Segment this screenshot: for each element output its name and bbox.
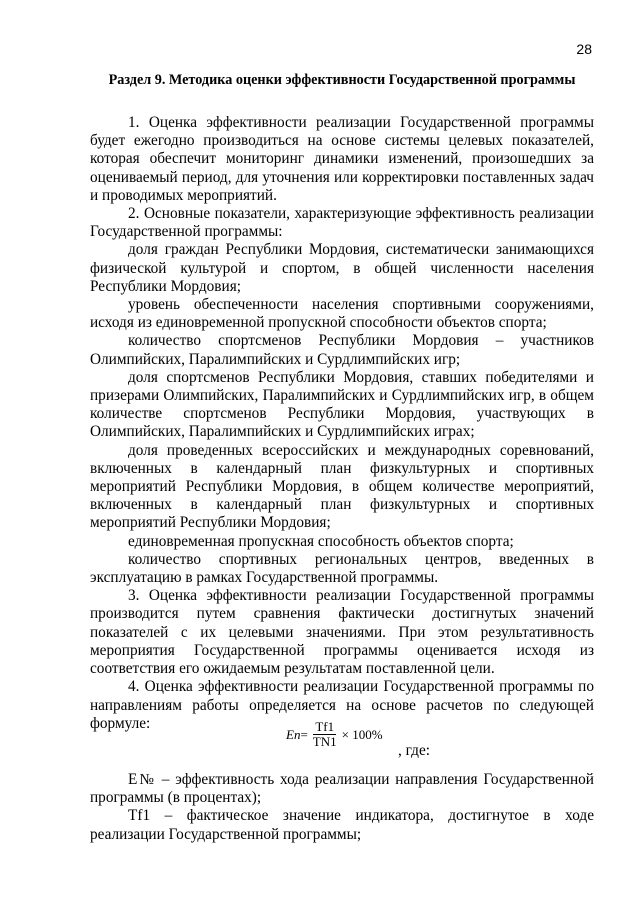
formula-expression xyxy=(286,720,383,749)
formula-fraction xyxy=(311,720,339,749)
formula-multiplier: × 100% xyxy=(341,726,383,742)
formula xyxy=(90,718,594,766)
page-number: 28 xyxy=(576,41,592,57)
formula-suffix: , где: xyxy=(398,742,430,759)
paragraph: доля проведенных всероссийских и международных соревнований, включенных в календарный план физкультурных и спортивных мероприятий Республики Мордовия, в общем количестве мероприятий, включенных в календарный план физкультурных и спортивных мероприятий Республики Мордовия; xyxy=(90,441,594,532)
paragraph: 4. Оценка эффективности реализации Государственной программы по направлениям работы определяется на основе расчетов по следующей формуле: xyxy=(90,678,594,732)
paragraph: 3. Оценка эффективности реализации Государственной программы производится путем сравнения фактически достигнутых значений показателей с их целевыми значениями. При этом результативность мероприятия Государственной программы оценивается исходя из соответствия его ожидаемым результатам поставленной цели. xyxy=(90,587,594,678)
section-title: Раздел 9. Методика оценки эффективности Государственной программы xyxy=(108,72,576,88)
paragraph: доля спортсменов Республики Мордовия, ставших победителями и призерами Олимпийских, Паралимпийских и Сурдлимпийских игр, в общем количестве спортсменов Республики Мордовия, участвующих в Олимпийских, Паралимпийских и Сурдлимпийских играх; xyxy=(90,368,594,441)
formula-numerator: Tf1 xyxy=(315,719,335,734)
definition: E№ – эффективность хода реализации направления Государственной программы (в процентах); xyxy=(90,771,594,807)
paragraph: доля граждан Республики Мордовия, систематически занимающихся физической культурой и спортом, в общей численности населения Республики Мордовия; xyxy=(90,241,594,295)
paragraph: 1. Оценка эффективности реализации Государственной программы будет ежегодно производиться на основе системы целевых показателей, которая обеспечит мониторинг динамики изменений, произошедших за оцениваемый период, для уточнения или корректировки поставленных задач и проводимых мероприятий. xyxy=(90,114,594,204)
paragraph: количество спортивных региональных центров, введенных в эксплуатацию в рамках Государственной программы. xyxy=(90,550,594,587)
paragraph: количество спортсменов Республики Мордовия – участников Олимпийских, Паралимпийских и Сурдлимпийских игр; xyxy=(90,332,594,368)
formula-equals: = xyxy=(300,726,308,742)
definition: Tf1 – фактическое значение индикатора, достигнутое в ходе реализации Государственной программы; xyxy=(90,807,594,843)
paragraph: единовременная пропускная способность объектов спорта; xyxy=(128,532,514,550)
formula-denominator: TN1 xyxy=(312,734,337,749)
definitions xyxy=(90,771,594,844)
formula-lhs: En xyxy=(286,726,301,742)
paragraph: уровень обеспеченности населения спортивными сооружениями, исходя из единовременной пропускной способности объектов спорта; xyxy=(90,296,594,332)
body-text xyxy=(90,114,594,733)
paragraph: 2. Основные показатели, характеризующие эффективность реализации Государственной программы: xyxy=(90,205,594,241)
